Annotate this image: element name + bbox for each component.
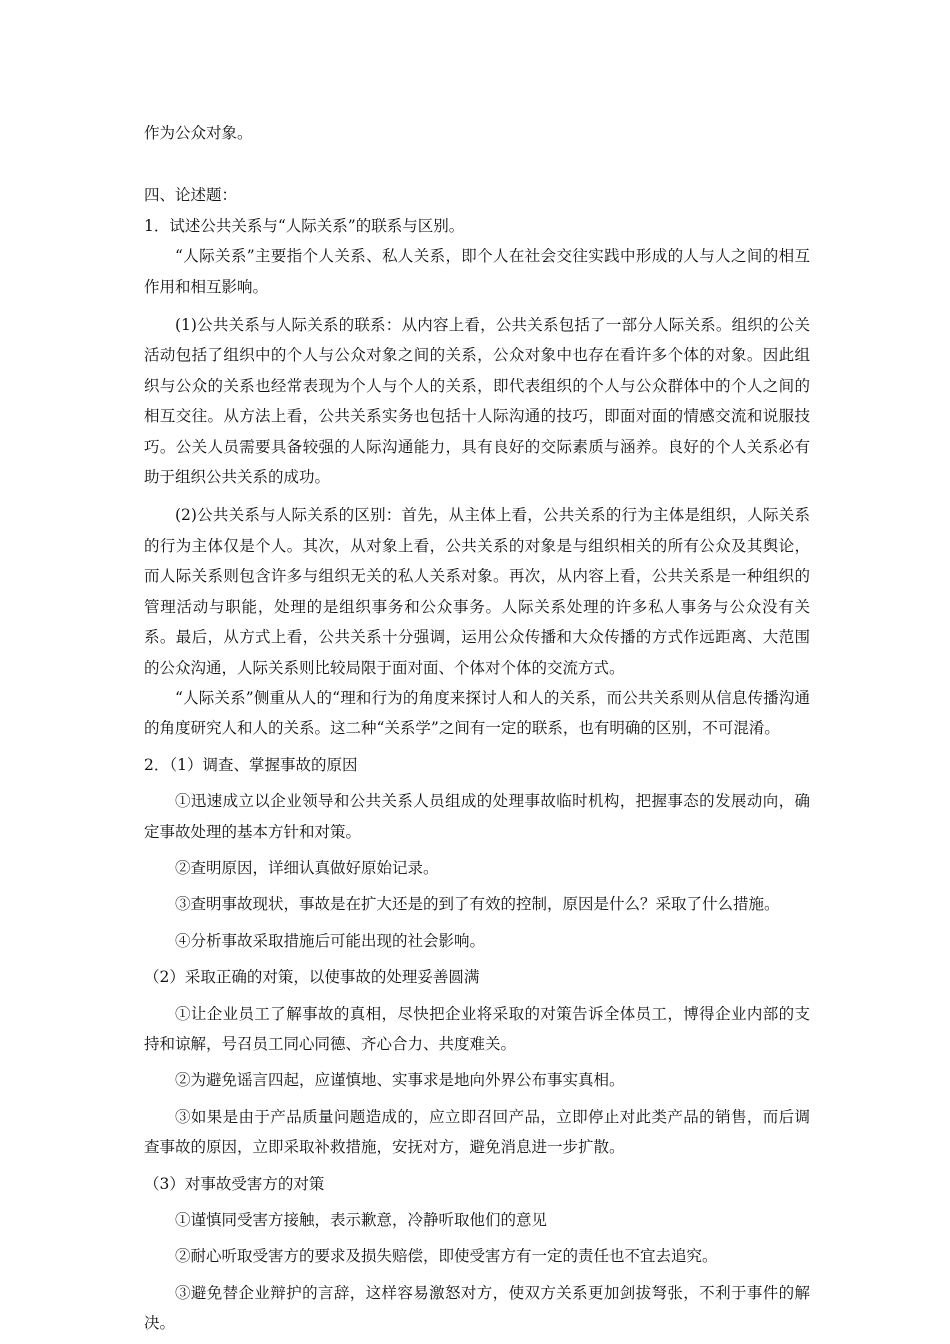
paragraph-summary: “人际关系”侧重从人的“理和行为的角度来探讨人和人的关系，而公共关系则从信息传播沟通的角度研究人和人的关系。这二种“关系学”之间有一定的联系，也有明确的区别，不可混淆。	[144, 688, 810, 738]
list-item: ①让企业员工了解事故的真相，尽快把企业将采取的对策告诉全体员工，博得企业内部的支持和谅解，号召员工同心同德、齐心合力、共度难关。	[144, 1004, 810, 1053]
list-item: ②耐心听取受害方的要求及损失赔偿，即使受害方有一定的责任也不宜去追究。	[175, 1247, 718, 1266]
list-item: ②查明原因，详细认真做好原始记录。	[175, 858, 439, 877]
document-page	[144, 118, 810, 1339]
question-2-part-2: （2）采取正确的对策，以使事故的处理妥善圆满	[144, 968, 480, 987]
paragraph-difference: (2)公共关系与人际关系的区别：首先，从主体上看，公共关系的行为主体是组织，人际关系的行为主体仅是个人。其次，从对象上看，公共关系的对象是与组织相关的所有公众及其舆论，而人际关系则包含许多与组织无关的私人关系对象。再次，从内容上看，公共关系是一种组织的管理活动与职能，处理的是组织事务和公众事务。人际关系处理的许多私人事务与公众没有关系。最后，从方式上看，公共关系十分强调，运用公众传播和大众传播的方式作远距离、大范围的公众沟通，人际关系则比较局限于面对面、个体对个体的交流方式。	[144, 506, 810, 677]
paragraph-continuation: 作为公众对象。	[144, 124, 253, 142]
list-item: ③查明事故现状，事故是在扩大还是的到了有效的控制，原因是什么？采取了什么措施。	[175, 895, 780, 914]
list-item: ④分析事故采取措施后可能出现的社会影响。	[175, 931, 486, 950]
list-item: ③如果是由于产品质量问题造成的，应立即召回产品，立即停止对此类产品的销售，而后调查事故的原因，立即采取补救措施，安抚对方，避免消息进一步扩散。	[144, 1107, 810, 1157]
list-item: ②为避免谣言四起，应谨慎地、实事求是地向外界公布事实真相。	[175, 1071, 625, 1090]
question-1: 1．试述公共关系与“人际关系”的联系与区别。	[144, 216, 465, 235]
question-2-part-3: （3）对事故受害方的对策	[144, 1174, 325, 1193]
section-heading: 四、论述题：	[144, 186, 238, 205]
list-item: ①谨慎同受害方接触，表示歉意，冷静听取他们的意见	[175, 1211, 548, 1229]
paragraph-connection: (1)公共关系与人际关系的联系：从内容上看，公共关系包括了一部分人际关系。组织的公关活动包括了组织中的个人与公众对象之间的关系，公众对象中也存在看许多个体的对象。因此组织与公众的关系也经常表现为个人与个人的关系，即代表组织的个人与公众群体中的个人之间的相互交往。从方法上看，公共关系实务也包括十人际沟通的技巧，即面对面的情感交流和说服技巧。公关人员需要具备较强的人际沟通能力，具有良好的交际素质与涵养。良好的个人关系必有助于组织公共关系的成功。	[144, 316, 810, 487]
list-item: ③避免替企业辩护的言辞，这样容易激怒对方，使双方关系更加剑拔弩张，不利于事件的解决。	[144, 1283, 810, 1333]
list-item: ①迅速成立以企业领导和公共关系人员组成的处理事故临时机构，把握事态的发展动向，确定事故处理的基本方针和对策。	[144, 792, 810, 841]
paragraph-definition: “人际关系”主要指个人关系、私人关系，即个人在社会交往实践中形成的人与人之间的相互作用和相互影响。	[144, 247, 810, 296]
question-2-part-1: 2．（1）调查、掌握事故的原因	[144, 755, 358, 774]
